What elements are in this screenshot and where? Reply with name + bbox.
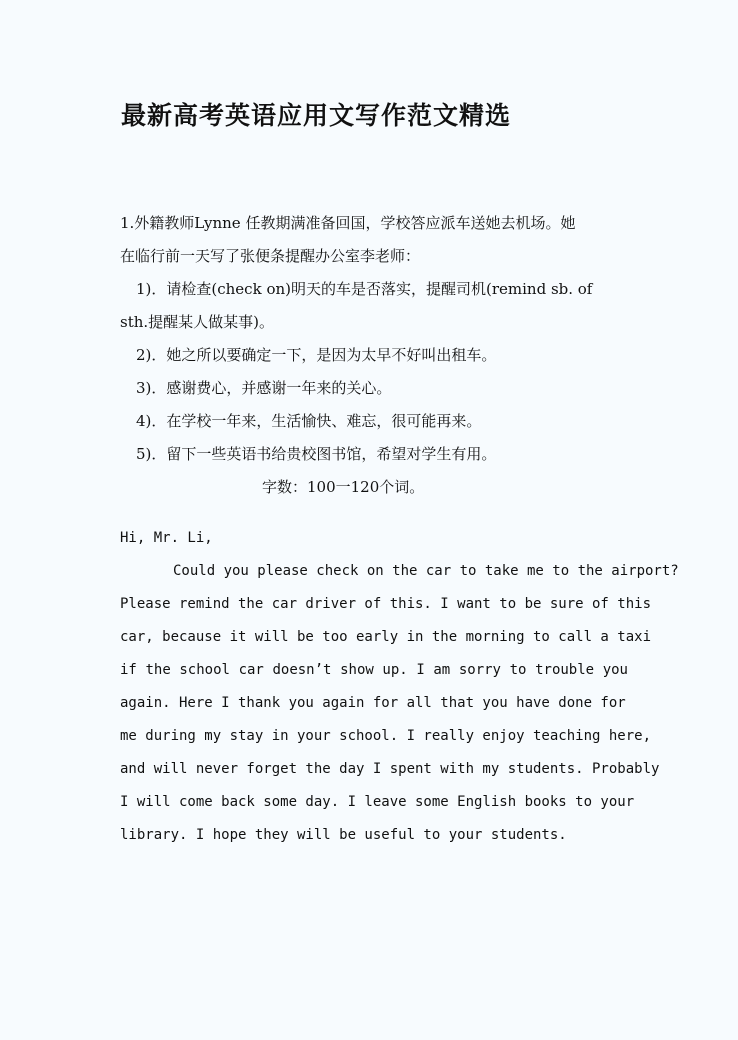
task-item-2: 2)．她之所以要确定一下，是因为太早不好叫出租车。	[136, 346, 497, 364]
letter-line: and will never forget the day I spent with my students. Probably	[120, 761, 660, 777]
letter-line: if the school car doesn’t show up. I am sorry to trouble you	[120, 662, 628, 678]
letter-line: Please remind the car driver of this. I want to be sure of this	[120, 596, 652, 612]
letter-line: car, because it will be too early in the morning to call a taxi	[120, 629, 652, 645]
task-intro-line-2: 在临行前一天写了张便条提醒办公室李老师：	[120, 247, 421, 265]
letter-line: again. Here I thank you again for all that you have done for	[120, 695, 626, 711]
letter-salutation: Hi, Mr. Li,	[120, 530, 213, 546]
task-item-1-line-2: sth.提醒某人做某事)。	[120, 313, 275, 331]
letter-line: library. I hope they will be useful to your students.	[120, 827, 567, 843]
task-item-3: 3)．感谢费心，并感谢一年来的关心。	[136, 379, 392, 397]
task-intro-line-1: 1.外籍教师Lynne 任教期满准备回国，学校答应派车送她去机场。她	[120, 214, 576, 232]
task-item-1-line-1: 1)．请检查(check on)明天的车是否落实，提醒司机(remind sb. of	[136, 280, 593, 298]
task-item-4: 4)．在学校一年来，生活愉快、难忘，很可能再来。	[136, 412, 482, 430]
page-title: 最新高考英语应用文写作范文精选	[121, 101, 512, 130]
letter-line: I will come back some day. I leave some English books to your	[120, 794, 635, 810]
letter-line: me during my stay in your school. I really enjoy teaching here,	[120, 728, 652, 744]
letter-line: Could you please check on the car to take me to the airport?	[173, 563, 679, 579]
task-item-5: 5)．留下一些英语书给贵校图书馆，希望对学生有用。	[136, 445, 497, 463]
word-count-requirement: 字数：100一120个词。	[262, 478, 425, 496]
